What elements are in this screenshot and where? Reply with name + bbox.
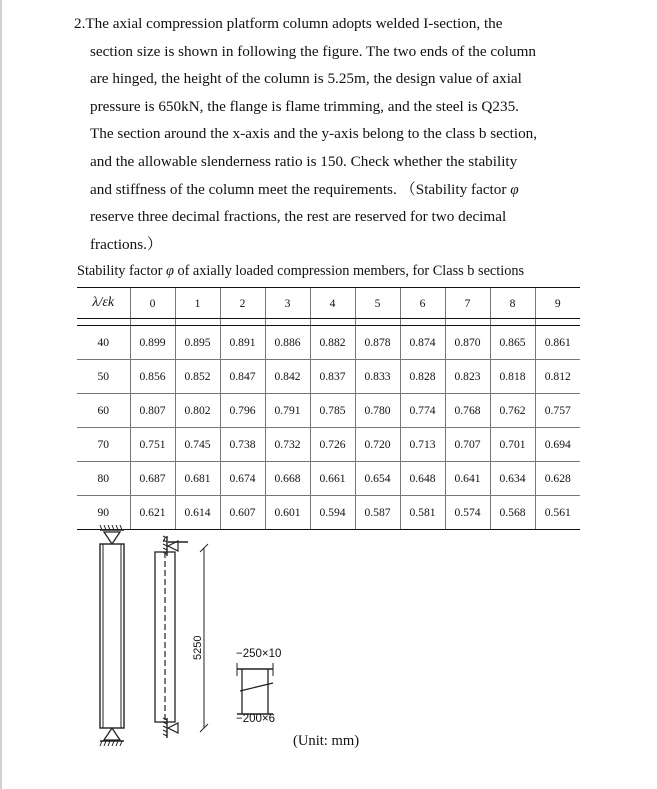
column-header: 7 (445, 288, 490, 319)
table-cell: 0.607 (220, 496, 265, 530)
column-header: 4 (310, 288, 355, 319)
table-cell: 0.687 (130, 462, 175, 496)
table-cell: 0.707 (445, 428, 490, 462)
table-cell: 0.768 (445, 394, 490, 428)
row-label: 50 (77, 360, 130, 394)
table-cell: 0.762 (490, 394, 535, 428)
table-cell: 0.796 (220, 394, 265, 428)
table-cell: 0.842 (265, 360, 310, 394)
phi-symbol: φ (510, 180, 519, 198)
problem-text-line: and stiffness of the column meet the requirements. （Stability factor (90, 180, 507, 198)
table-cell: 0.751 (130, 428, 175, 462)
column-header: 1 (175, 288, 220, 319)
row-label: 70 (77, 428, 130, 462)
table-cell: 0.601 (265, 496, 310, 530)
table-cell: 0.674 (220, 462, 265, 496)
height-dimension (192, 544, 208, 732)
problem-line-1 (74, 10, 580, 38)
table-cell: 0.568 (490, 496, 535, 530)
table-cell: 0.828 (400, 360, 445, 394)
table-cell: 0.774 (400, 394, 445, 428)
row-label: 90 (77, 496, 130, 530)
column-header: 6 (400, 288, 445, 319)
table-cell: 0.654 (355, 462, 400, 496)
table-row (77, 360, 580, 394)
table-cell: 0.726 (310, 428, 355, 462)
table-cell: 0.634 (490, 462, 535, 496)
table-cell: 0.823 (445, 360, 490, 394)
table-cell: 0.802 (175, 394, 220, 428)
problem-text-line: section size is shown in following the figure. The two ends of the column (90, 42, 536, 60)
table-cell: 0.856 (130, 360, 175, 394)
column-header: 2 (220, 288, 265, 319)
column-header: 9 (535, 288, 580, 319)
table-row (77, 428, 580, 462)
table-cell: 0.812 (535, 360, 580, 394)
table-caption (77, 262, 577, 280)
table-body (77, 319, 580, 530)
problem-text-line-with-symbol (74, 176, 580, 204)
corner-header: λ/εk (77, 288, 130, 319)
table-cell: 0.870 (445, 326, 490, 360)
table-cell: 0.757 (535, 394, 580, 428)
bottom-pin-support-icon (104, 728, 120, 740)
table-cell: 0.780 (355, 394, 400, 428)
table-cell: 0.837 (310, 360, 355, 394)
table-cell: 0.807 (130, 394, 175, 428)
column-header: 8 (490, 288, 535, 319)
flange-size-label: −250×10 (236, 648, 282, 660)
table-cell: 0.874 (400, 326, 445, 360)
table-cell: 0.852 (175, 360, 220, 394)
table-cell: 0.818 (490, 360, 535, 394)
table-cell: 0.574 (445, 496, 490, 530)
column-figure (90, 524, 490, 764)
row-label: 80 (77, 462, 130, 496)
table-cell: 0.587 (355, 496, 400, 530)
table-cell: 0.614 (175, 496, 220, 530)
problem-text-line: are hinged, the height of the column is 5.25m, the design value of axial (90, 70, 522, 88)
problem-text-line: The section around the x-axis and the y-axis belong to the class b section, (90, 125, 538, 143)
table-cell: 0.681 (175, 462, 220, 496)
table-cell: 0.878 (355, 326, 400, 360)
table-cell: 0.732 (265, 428, 310, 462)
table-cell: 0.785 (310, 394, 355, 428)
table-cell: 0.886 (265, 326, 310, 360)
problem-statement (74, 10, 580, 258)
row-label: 40 (77, 326, 130, 360)
table-cell: 0.581 (400, 496, 445, 530)
table-cell: 0.865 (490, 326, 535, 360)
table-cell: 0.594 (310, 496, 355, 530)
column-header: 3 (265, 288, 310, 319)
problem-text-line: reserve three decimal fractions, the rest are reserved for two decimal (90, 208, 507, 226)
phi-symbol: φ (165, 263, 174, 279)
page-left-edge (0, 0, 2, 789)
table-cell: 0.648 (400, 462, 445, 496)
column-elevation-side (155, 536, 188, 738)
table-header-row (77, 288, 580, 319)
side-bottom-pin-icon (168, 723, 178, 733)
table-cell: 0.895 (175, 326, 220, 360)
row-label: 60 (77, 394, 130, 428)
problem-text-line: pressure is 650kN, the flange is flame trimming, and the steel is Q235. (90, 97, 519, 115)
table-cell: 0.621 (130, 496, 175, 530)
caption-text: of axially loaded compression members, for Class b sections (177, 263, 525, 279)
table-cell: 0.899 (130, 326, 175, 360)
table-cell: 0.745 (175, 428, 220, 462)
table-row (77, 394, 580, 428)
i-section-sketch (237, 663, 273, 714)
table-cell: 0.628 (535, 462, 580, 496)
table-cell: 0.861 (535, 326, 580, 360)
caption-text: Stability factor (77, 263, 163, 279)
top-pin-support-icon (104, 532, 120, 544)
table-cell: 0.738 (220, 428, 265, 462)
table-cell: 0.668 (265, 462, 310, 496)
column-elevation-front (100, 525, 124, 746)
table-cell: 0.882 (310, 326, 355, 360)
problem-text-line: fractions.） (90, 235, 163, 253)
table-cell: 0.661 (310, 462, 355, 496)
problem-text-line: and the allowable slenderness ratio is 150. Check whether the stability (90, 152, 518, 170)
table-cell: 0.833 (355, 360, 400, 394)
column-outline (100, 544, 124, 728)
table-spacer-row (77, 319, 580, 326)
table-cell: 0.701 (490, 428, 535, 462)
table-cell: 0.720 (355, 428, 400, 462)
column-header: 5 (355, 288, 400, 319)
table-row (77, 462, 580, 496)
table-cell: 0.713 (400, 428, 445, 462)
table-cell: 0.694 (535, 428, 580, 462)
table-cell: 0.847 (220, 360, 265, 394)
web-size-label: −200×6 (236, 713, 276, 725)
table-cell: 0.791 (265, 394, 310, 428)
unit-label: (Unit: mm) (293, 733, 360, 749)
stability-factor-table (77, 287, 580, 530)
table-cell: 0.641 (445, 462, 490, 496)
table-row (77, 326, 580, 360)
problem-text-line: The axial compression platform column adopts welded I-section, the (85, 15, 503, 32)
table-cell: 0.891 (220, 326, 265, 360)
problem-number: 2. (74, 15, 86, 32)
height-dimension-label: 5250 (192, 635, 204, 660)
column-header: 0 (130, 288, 175, 319)
table-cell: 0.561 (535, 496, 580, 530)
